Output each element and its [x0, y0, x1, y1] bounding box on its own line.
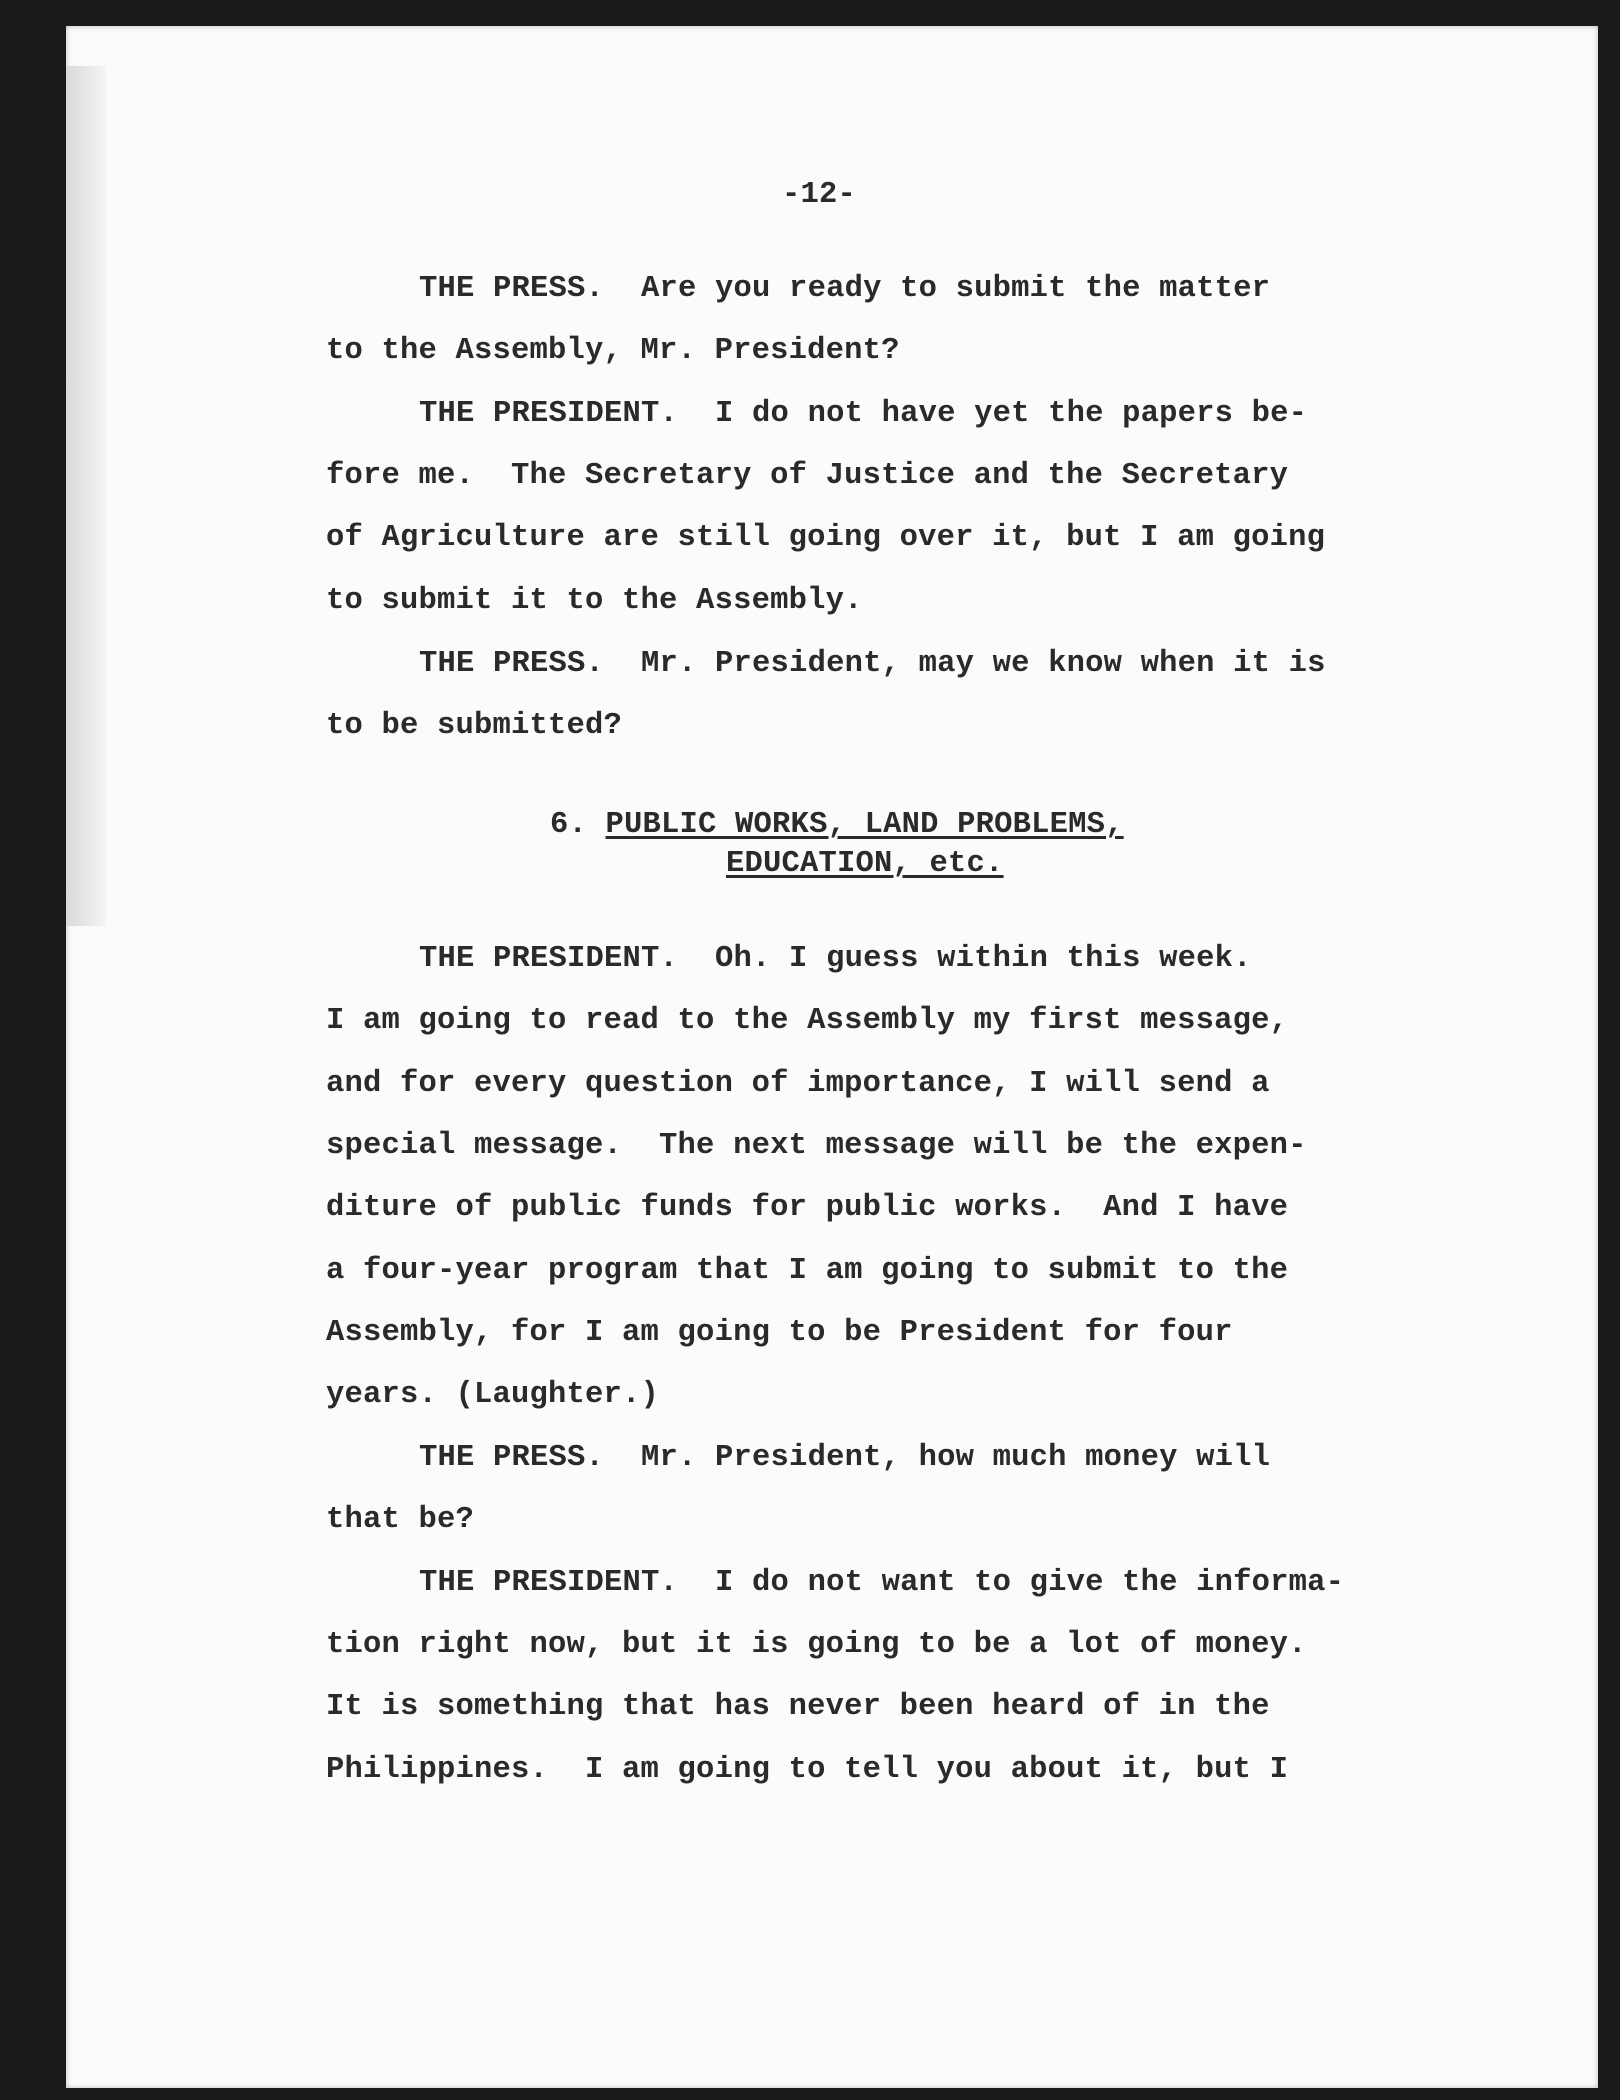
text-line: to be submitted?: [326, 709, 623, 743]
section-heading-line-2: [726, 847, 1004, 881]
text-line: tion right now, but it is going to be a lot of money.: [326, 1628, 1307, 1662]
section-title-part-1: PUBLIC WORKS, LAND PROBLEMS,: [605, 808, 1124, 842]
text-line: I am going to read to the Assembly my first message,: [326, 1004, 1289, 1038]
text-line: THE PRESS. Are you ready to submit the matter: [419, 272, 1271, 306]
text-line: THE PRESIDENT. I do not have yet the papers be-: [419, 397, 1308, 431]
text-line: Assembly, for I am going to be President for four: [326, 1316, 1233, 1350]
text-line: THE PRESIDENT. Oh. I guess within this week.: [419, 942, 1252, 976]
text-line: diture of public funds for public works. And I have: [326, 1191, 1289, 1225]
section-title-part-2: EDUCATION, etc.: [726, 847, 1004, 881]
text-line: THE PRESIDENT. I do not want to give the informa-: [419, 1566, 1345, 1600]
section-number: 6.: [550, 808, 588, 842]
page-number: -12-: [782, 178, 857, 212]
text-line: years. (Laughter.): [326, 1378, 660, 1412]
scan-edge: [66, 66, 106, 926]
text-line: special message. The next message will be the expen-: [326, 1129, 1307, 1163]
text-line: that be?: [326, 1503, 475, 1537]
text-line: THE PRESS. Mr. President, how much money will: [419, 1441, 1271, 1475]
text-line: It is something that has never been heard of in the: [326, 1690, 1270, 1724]
section-heading-line-1: [550, 808, 1124, 842]
text-line: Philippines. I am going to tell you about it, but I: [326, 1753, 1289, 1787]
text-line: fore me. The Secretary of Justice and the Secretary: [326, 459, 1289, 493]
text-line: THE PRESS. Mr. President, may we know when it is: [419, 647, 1326, 681]
text-line: of Agriculture are still going over it, but I am going: [326, 521, 1326, 555]
text-line: and for every question of importance, I will send a: [326, 1067, 1270, 1101]
text-line: a four-year program that I am going to submit to the: [326, 1254, 1289, 1288]
text-line: to submit it to the Assembly.: [326, 584, 863, 618]
text-line: to the Assembly, Mr. President?: [326, 334, 900, 368]
